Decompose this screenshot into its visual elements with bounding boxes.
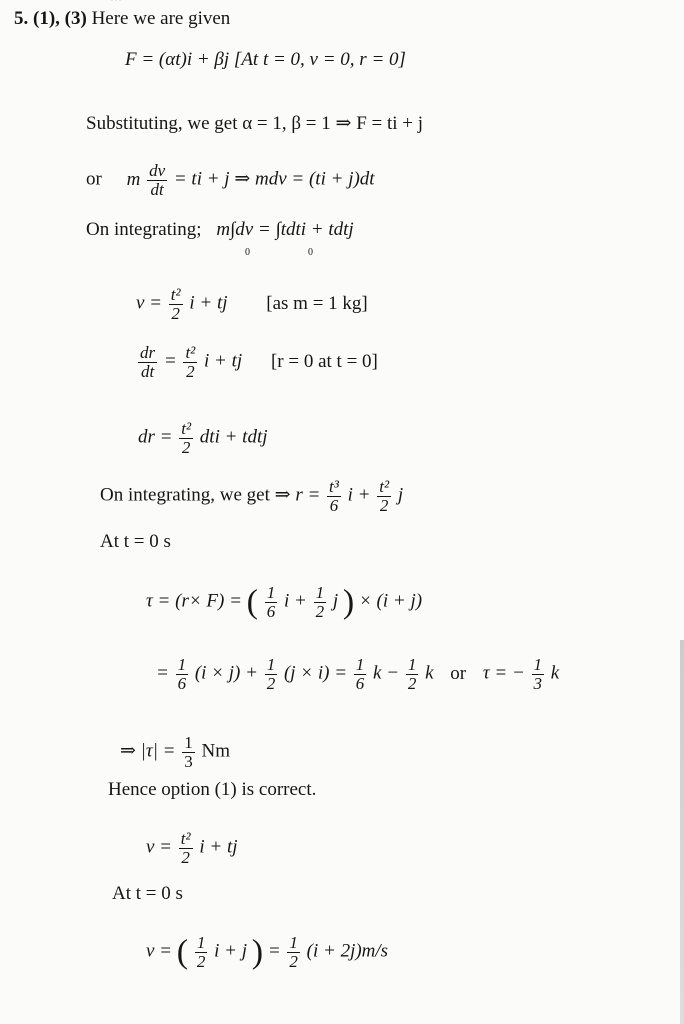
velocity-at-zero: v = ( $\frac{1}{2}$ i + j ) = $\frac{1}{2}$ (i + 2j)m/s [146, 933, 389, 971]
integration-line [86, 220, 354, 239]
option-correct-note: Hence option (1) is correct. [108, 779, 317, 800]
torque-expansion: = $\frac{1}{6}$ (i × j) + $\frac{1}{2}$ (j × i) = $\frac{1}{6}$ k − $\frac{1}{2}$ k or τ = − $\frac{1}{3}$ k [156, 655, 560, 693]
integral-expression: m∫dv = ∫tdti + tdtj [216, 219, 354, 240]
torque-equation: τ = (r× F) = ( $\frac{1}{6}$ i + $\frac{1}{2}$ j ) × (i + j) [146, 583, 423, 621]
question-header [14, 9, 230, 28]
integral-limit-1: 0 [245, 247, 250, 258]
integration-text: On integrating; [86, 219, 202, 240]
torque-magnitude: ⇒ |τ| = $\frac{1}{3}$ Nm [120, 733, 230, 771]
force-equation: F = (αt)i + βj [At t = 0, v = 0, r = 0] [125, 49, 406, 70]
dr-dt-equation: $\frac{dr}{dt}$ = $\frac{\text{t²}}{2}$ i + tj [r = 0 at t = 0] [140, 343, 378, 381]
substitution-line: Substituting, we get α = 1, β = 1 ⇒ F = ti + j [86, 113, 424, 134]
scan-edge-shadow [680, 640, 684, 1024]
dr-equation: dr = $\frac{\text{t²}}{2}$ dti + tdtj [138, 419, 268, 457]
dv-dt-fraction: $\frac{dv}{dt}$ [149, 161, 166, 199]
question-label: 5. (1), (3) [14, 8, 87, 29]
velocity-equation-repeat: v = $\frac{\text{t²}}{2}$ i + tj [146, 829, 238, 867]
position-result-line: On integrating, we get ⇒ r = $\frac{\text{t³}}{6}$ i + $\frac{\text{t²}}{2}$ j [100, 477, 404, 515]
or-text: or [86, 168, 102, 190]
time-zero-2: At t = 0 s [112, 883, 183, 904]
mass-symbol: m [126, 168, 141, 190]
time-zero-1: At t = 0 s [100, 531, 171, 552]
velocity-equation: v = $\frac{\text{t²}}{2}$ i + tj [as m = 1 kg] [136, 285, 368, 323]
differential-equation [86, 162, 375, 199]
integral-limit-2: 0 [308, 247, 313, 258]
differential-rest: = ti + j ⇒ mdv = (ti + j)dt [173, 168, 375, 190]
initial-position-note: [r = 0 at t = 0] [270, 350, 378, 372]
velocity-note: [as m = 1 kg] [266, 292, 368, 314]
question-intro: Here we are given [91, 8, 231, 29]
clipped-header [110, 0, 290, 1]
